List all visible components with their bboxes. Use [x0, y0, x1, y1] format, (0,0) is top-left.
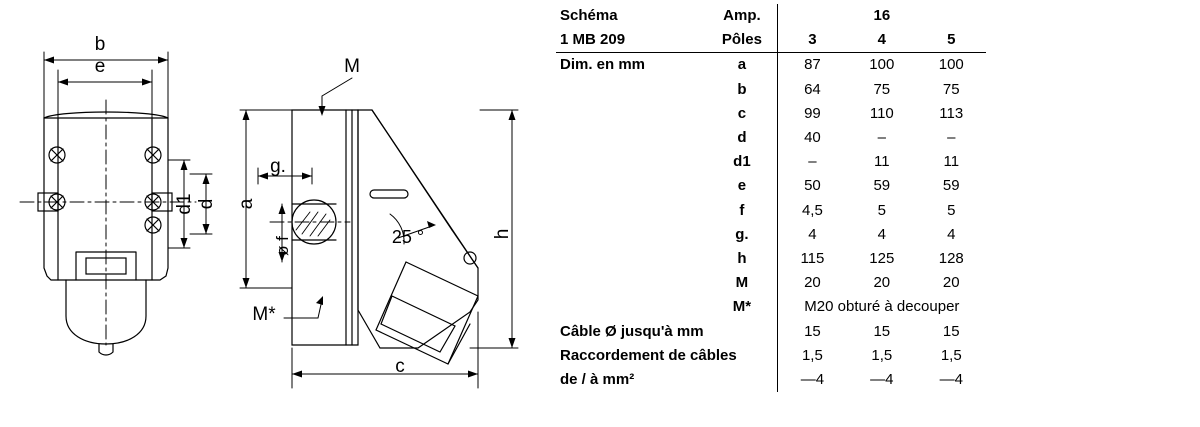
table-row-range [556, 368, 986, 392]
sym-d: d [737, 129, 747, 147]
g-5: 4 [947, 225, 956, 243]
connect-5: 1,5 [940, 346, 962, 364]
side-backplate [292, 110, 358, 345]
table-row-c [556, 102, 986, 126]
technical-drawing [0, 0, 545, 427]
drawing-svg [0, 0, 545, 427]
label-d: d [196, 198, 217, 210]
table-row-M [556, 271, 986, 295]
table-row-Mstar [556, 295, 986, 319]
a-5: 100 [917, 53, 986, 78]
g-4: 4 [877, 225, 886, 243]
label-phi-f: ø f [273, 236, 292, 256]
c-3: 99 [777, 102, 847, 126]
connect-4: 1,5 [871, 346, 893, 364]
table-row-e [556, 174, 986, 198]
d1-5: 11 [943, 153, 960, 171]
label-a: a [236, 198, 257, 210]
d-3: 40 [777, 126, 847, 150]
b-5: 75 [942, 80, 960, 98]
table-row-h [556, 247, 986, 271]
e-4: 59 [873, 177, 891, 195]
cable-5: 15 [942, 322, 960, 340]
h-3: 115 [777, 247, 847, 271]
range-5: —4 [939, 371, 963, 389]
poles-3: 3 [777, 28, 847, 53]
spec-table [556, 4, 986, 422]
screw-holes [49, 147, 161, 233]
label-d1: d1 [174, 193, 195, 215]
sym-b: b [737, 80, 747, 98]
sym-f: f [739, 201, 745, 219]
c-5: 113 [939, 104, 964, 122]
connect-label: Raccordement de câbles [560, 346, 737, 364]
f-5: 5 [947, 201, 956, 219]
e-5: 59 [942, 177, 960, 195]
poles-5: 5 [947, 31, 956, 49]
e-3: 50 [777, 174, 847, 198]
table-row-d1 [556, 150, 986, 174]
label-25deg: 25 ° [391, 227, 425, 247]
cable-4: 15 [873, 322, 891, 340]
cable-3: 15 [777, 320, 847, 344]
label-M-star: M* [252, 304, 276, 325]
poles-4: 4 [877, 31, 886, 49]
table-row-b [556, 78, 986, 102]
d-5: – [947, 129, 956, 147]
c-4: 110 [869, 104, 894, 122]
model-label: 1 MB 209 [560, 31, 626, 49]
M-5: 20 [942, 274, 960, 292]
a-3: 87 [777, 53, 847, 78]
dimension-e [58, 70, 152, 118]
M-star-value: M20 obturé à decouper [777, 295, 986, 319]
d1-3: – [777, 150, 847, 174]
f-4: 5 [877, 201, 886, 219]
M-4: 20 [873, 274, 891, 292]
side-top-face [372, 110, 452, 230]
sym-M: M [735, 274, 749, 292]
sym-g: g. [735, 225, 749, 243]
schema-label: Schéma [560, 7, 618, 24]
sym-c: c [737, 104, 747, 122]
cable-label: Câble Ø jusqu'à mm [560, 322, 704, 340]
side-socket-face-top [406, 262, 478, 296]
range-label: de / à mm² [560, 371, 635, 389]
a-4: 100 [847, 53, 916, 78]
table-row-model [556, 28, 986, 53]
g-3: 4 [777, 223, 847, 247]
side-slot [370, 190, 408, 198]
side-socket-rim [381, 296, 455, 352]
range-3: —4 [777, 368, 847, 392]
poles-label: Pôles [721, 31, 762, 49]
b-4: 75 [873, 80, 891, 98]
table-row-f [556, 199, 986, 223]
h-4: 125 [869, 250, 895, 268]
M-3: 20 [777, 271, 847, 295]
sym-d1: d1 [733, 153, 751, 171]
label-h: h [492, 228, 513, 240]
table-row-a [556, 53, 986, 78]
sym-a: a [707, 53, 777, 78]
table-row-d [556, 126, 986, 150]
f-3: 4,5 [777, 199, 847, 223]
table-row-connect [556, 344, 986, 368]
sym-h: h [737, 250, 747, 268]
table-row-g [556, 223, 986, 247]
d1-4: 11 [874, 153, 890, 171]
range-4: —4 [870, 371, 894, 389]
front-entry-notch [99, 344, 113, 355]
h-5: 128 [938, 250, 964, 268]
dim-label: Dim. en mm [556, 53, 707, 78]
table-row-cable [556, 320, 986, 344]
b-3: 64 [777, 78, 847, 102]
d-4: – [877, 129, 886, 147]
label-c: c [395, 356, 405, 377]
label-b: b [94, 34, 106, 55]
label-M: M [344, 56, 360, 77]
connect-3: 1,5 [777, 344, 847, 368]
leader-M-star [284, 296, 323, 318]
amp-value: 16 [777, 4, 986, 28]
table-row-schema [556, 4, 986, 28]
sym-e: e [737, 177, 747, 195]
label-g: g. [270, 156, 286, 177]
label-e: e [94, 56, 106, 77]
sym-M-star: M* [732, 298, 752, 316]
amp-label: Amp. [723, 7, 761, 24]
side-hinge-knob [464, 252, 476, 264]
